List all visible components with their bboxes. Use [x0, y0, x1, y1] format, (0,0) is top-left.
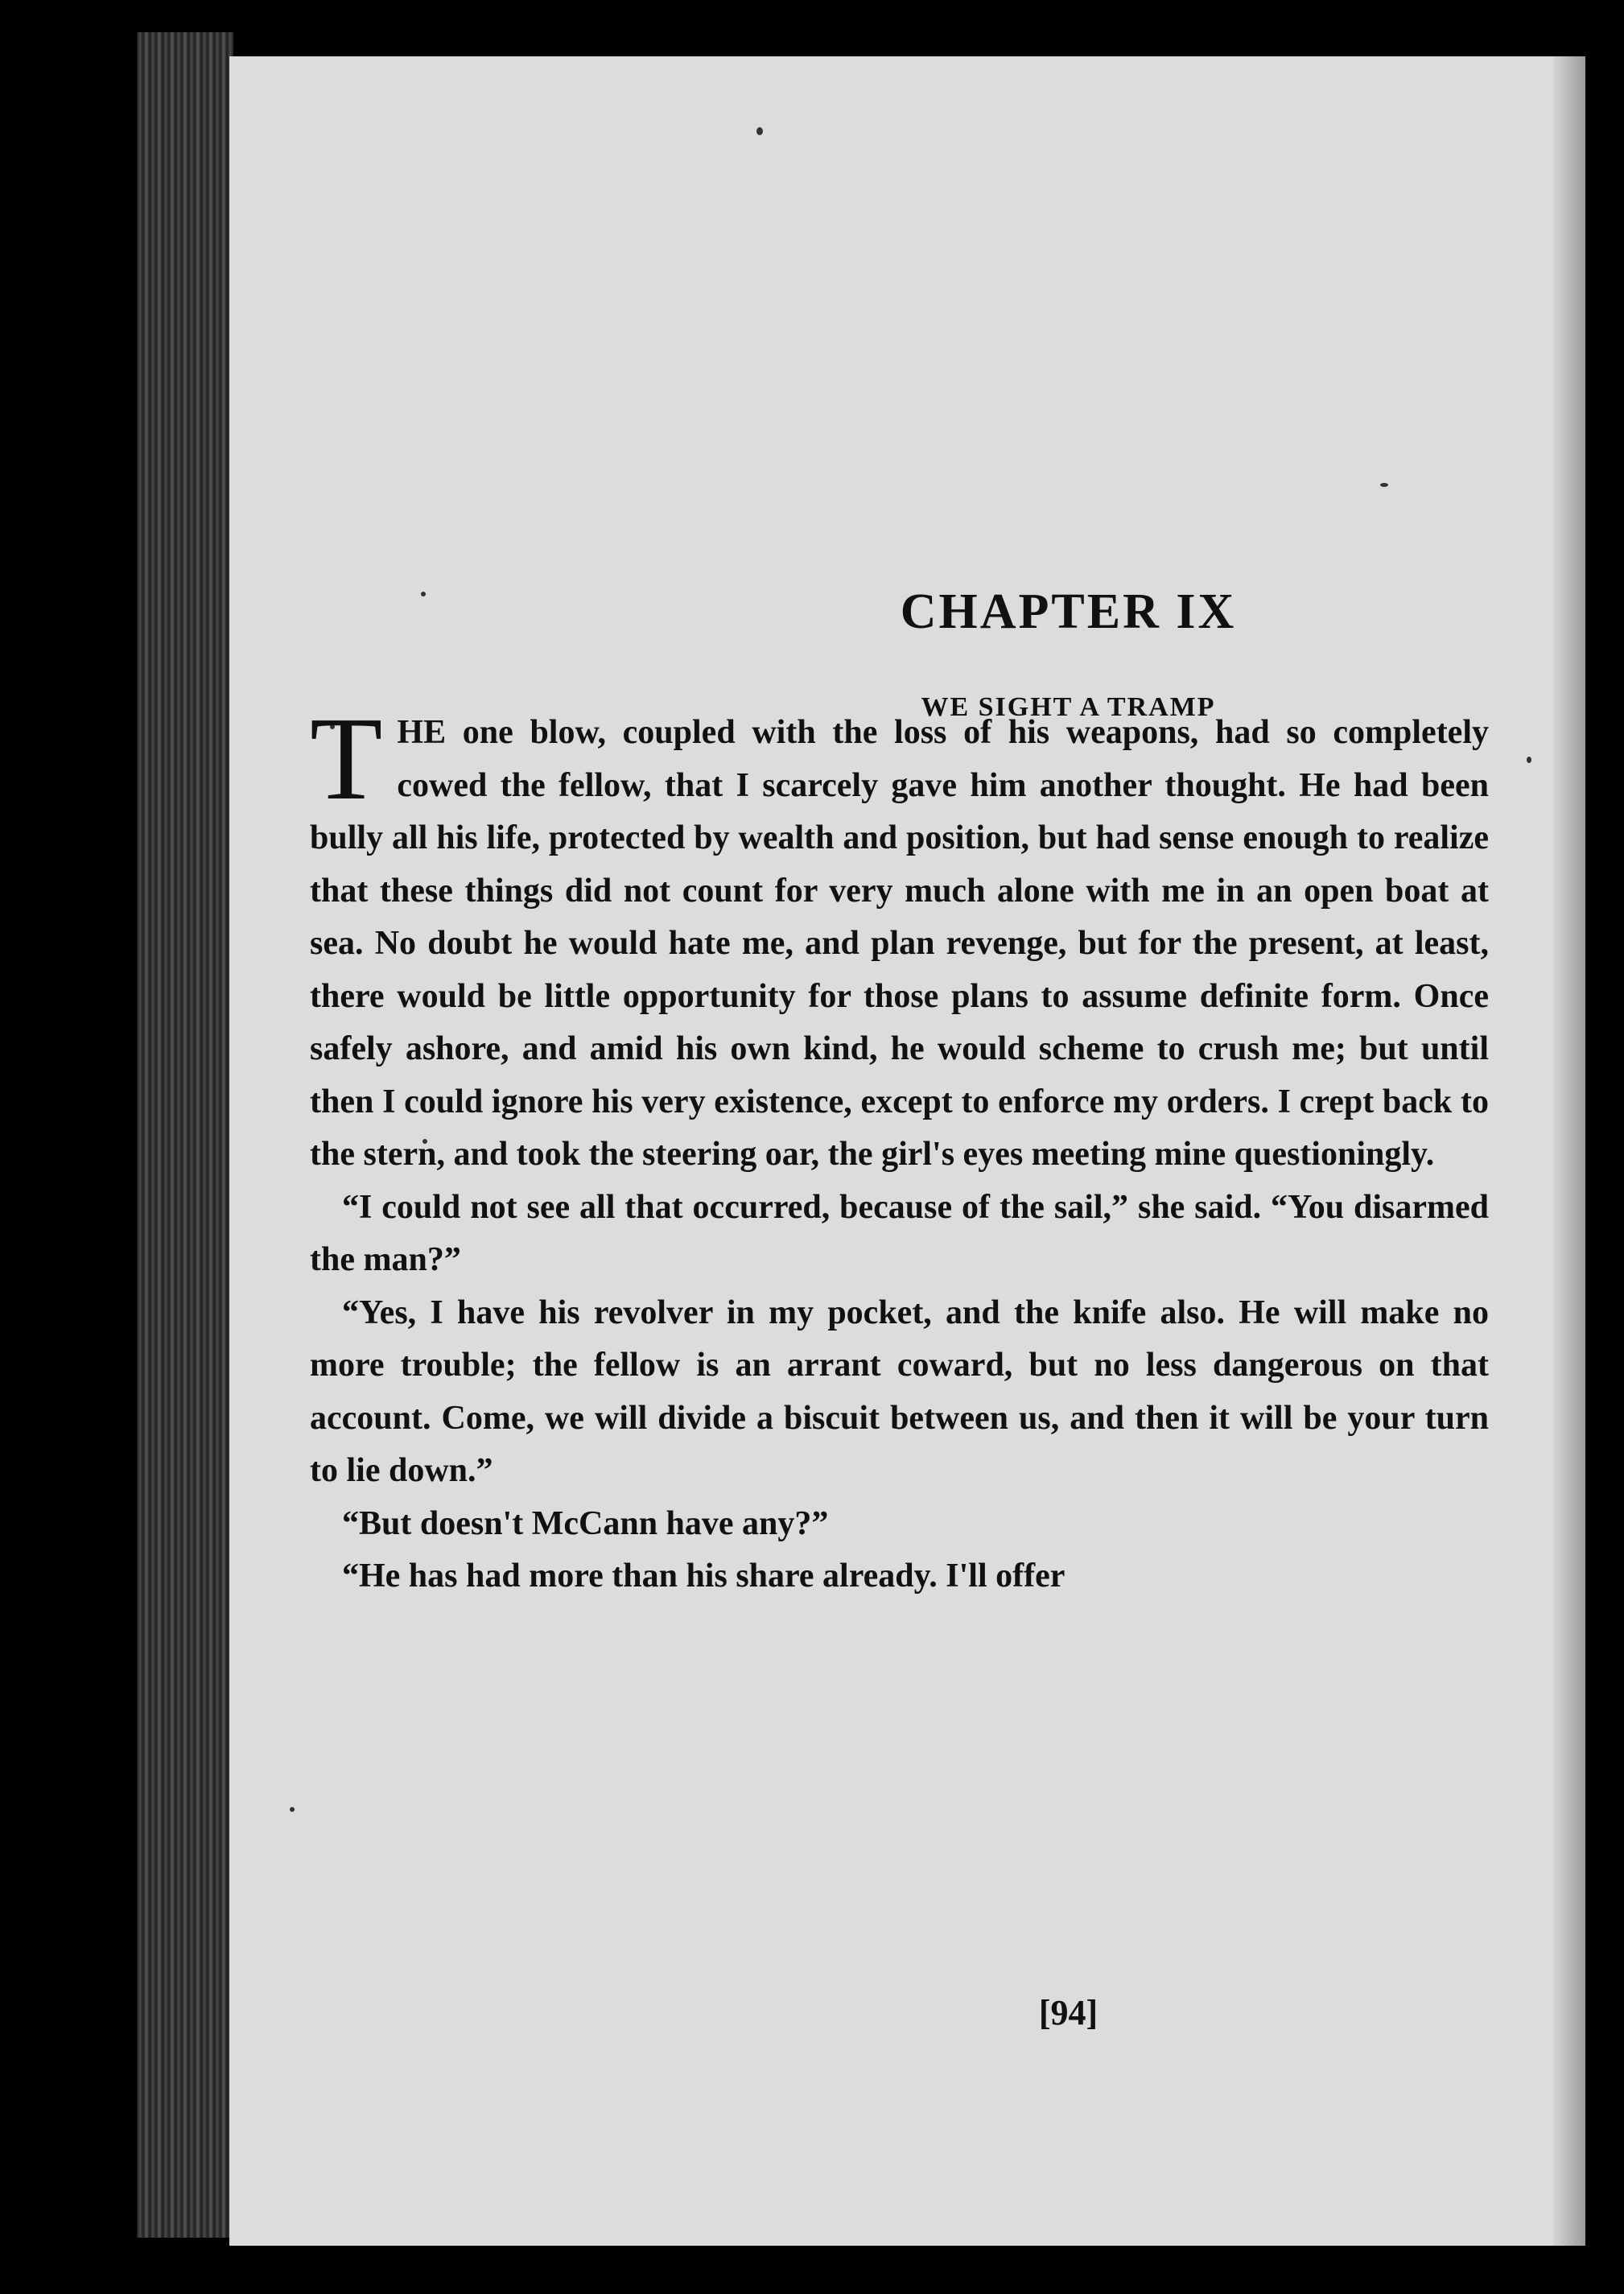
chapter-title: WE SIGHT A TRAMP — [921, 692, 1216, 722]
scan-speck — [756, 127, 763, 135]
paragraph-2: “I could not see all that occurred, because of the sail,” she said. “You disarmed the man?” — [310, 1188, 1489, 1278]
paragraph-1-text: HE one blow, coupled with the loss of his weapons, had so completely cowed the fellow, that I scarcely gave him another thought. He had been bully all his life, protected by wealth and position, but had sense enough to realize that these things did not count for very much alone with me in an open boat at sea. No doubt he would hate me, and plan revenge, but for the present, at least, there would be little opportunity for those plans to assume definite form. Once safely ashore, and amid his own kind, he would scheme to crush me; but until then I could ignore his very existence, except to enforce my orders. I crept back to the stern, and took the steering oar, the girl's eyes meeting mine questioningly. — [310, 714, 1489, 1173]
paragraph-4: “But doesn't McCann have any?” — [342, 1504, 829, 1542]
drop-cap: T — [310, 693, 383, 825]
paragraph-5: “He has had more than his share already. I'll offer — [342, 1558, 1065, 1595]
page-number: [94] — [1038, 1993, 1098, 2032]
chapter-body — [310, 693, 1489, 1603]
page-edges — [137, 32, 233, 2238]
scan-speck — [421, 592, 426, 596]
chapter-number: CHAPTER IX — [900, 584, 1237, 639]
scan-speck — [1380, 483, 1388, 487]
paragraph-3: “Yes, I have his revolver in my pocket, and the knife also. He will make no more trouble; the fellow is an arrant coward, but no less dangerous on that account. Come, we will divide a biscuit between us, and then it will be your turn to lie down.” — [310, 1293, 1489, 1489]
page-gutter-shadow — [1553, 56, 1585, 2246]
paragraph-1 — [310, 693, 1489, 1182]
scan-speck — [290, 1807, 295, 1812]
scan-speck — [1527, 757, 1531, 763]
